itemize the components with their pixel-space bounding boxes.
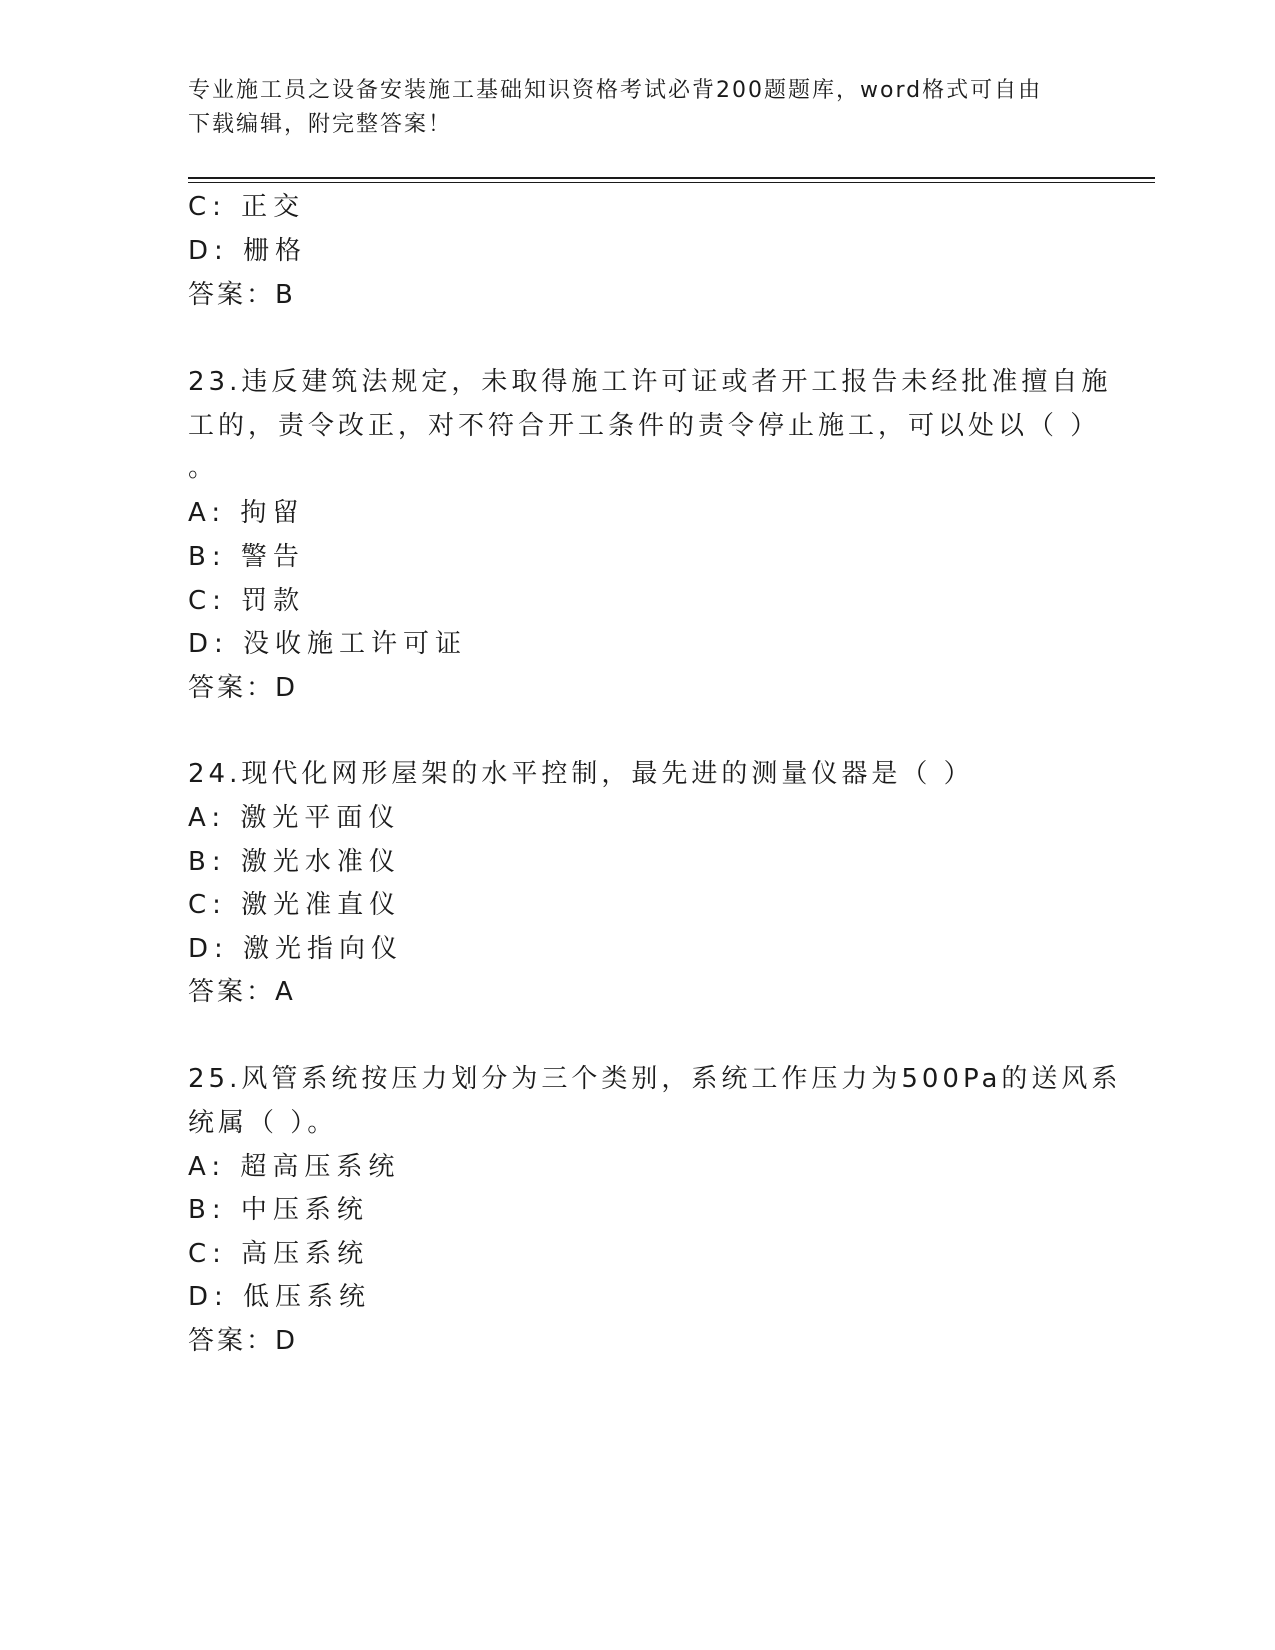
- q23-answer: 答案：D: [188, 673, 299, 703]
- q23-option-b: B: 警告: [188, 542, 305, 572]
- q25-option-a: A: 超高压系统: [188, 1152, 401, 1182]
- q23-option-d: D: 没收施工许可证: [188, 629, 468, 659]
- document-header: [188, 74, 1068, 142]
- q23-stem-line-1: 23.违反建筑法规定，未取得施工许可证或者开工报告未经批准擅自施: [188, 367, 1112, 397]
- q25-option-c: C: 高压系统: [188, 1239, 370, 1269]
- q25-answer: 答案：D: [188, 1326, 299, 1356]
- q24-stem-line-1: 24.现代化网形屋架的水平控制，最先进的测量仪器是（ ）: [188, 759, 974, 789]
- q23-stem-line-3: 。: [188, 453, 219, 483]
- q24-answer: 答案：A: [188, 977, 296, 1007]
- q25-option-b: B: 中压系统: [188, 1195, 369, 1225]
- q23-option-a: A: 拘留: [188, 498, 305, 528]
- q22-option-d: D: 栅格: [188, 236, 308, 266]
- header-divider-thick: [188, 177, 1155, 179]
- header-line-1: 专业施工员之设备安装施工基础知识资格考试必背200题题库，word格式可自由: [188, 78, 1043, 103]
- header-line-2: 下载编辑，附完整答案！: [188, 112, 453, 137]
- q23-stem-line-2: 工的，责令改正，对不符合开工条件的责令停止施工，可以处以（ ）: [188, 411, 1101, 441]
- q25-option-d: D: 低压系统: [188, 1282, 372, 1312]
- q24-option-d: D: 激光指向仪: [188, 934, 404, 964]
- q25-stem-line-1: 25.风管系统按压力划分为三个类别，系统工作压力为500Pa的送风系: [188, 1064, 1122, 1094]
- q23-option-c: C: 罚款: [188, 586, 306, 616]
- q24-option-b: B: 激光水准仪: [188, 847, 401, 877]
- q24-option-c: C: 激光准直仪: [188, 890, 402, 920]
- q22-answer: 答案：B: [188, 280, 296, 310]
- header-divider-thin: [188, 182, 1155, 183]
- q22-option-c: C: 正交: [188, 192, 306, 222]
- q25-stem-line-2: 统属（ ）。: [188, 1108, 338, 1138]
- q24-option-a: A: 激光平面仪: [188, 803, 401, 833]
